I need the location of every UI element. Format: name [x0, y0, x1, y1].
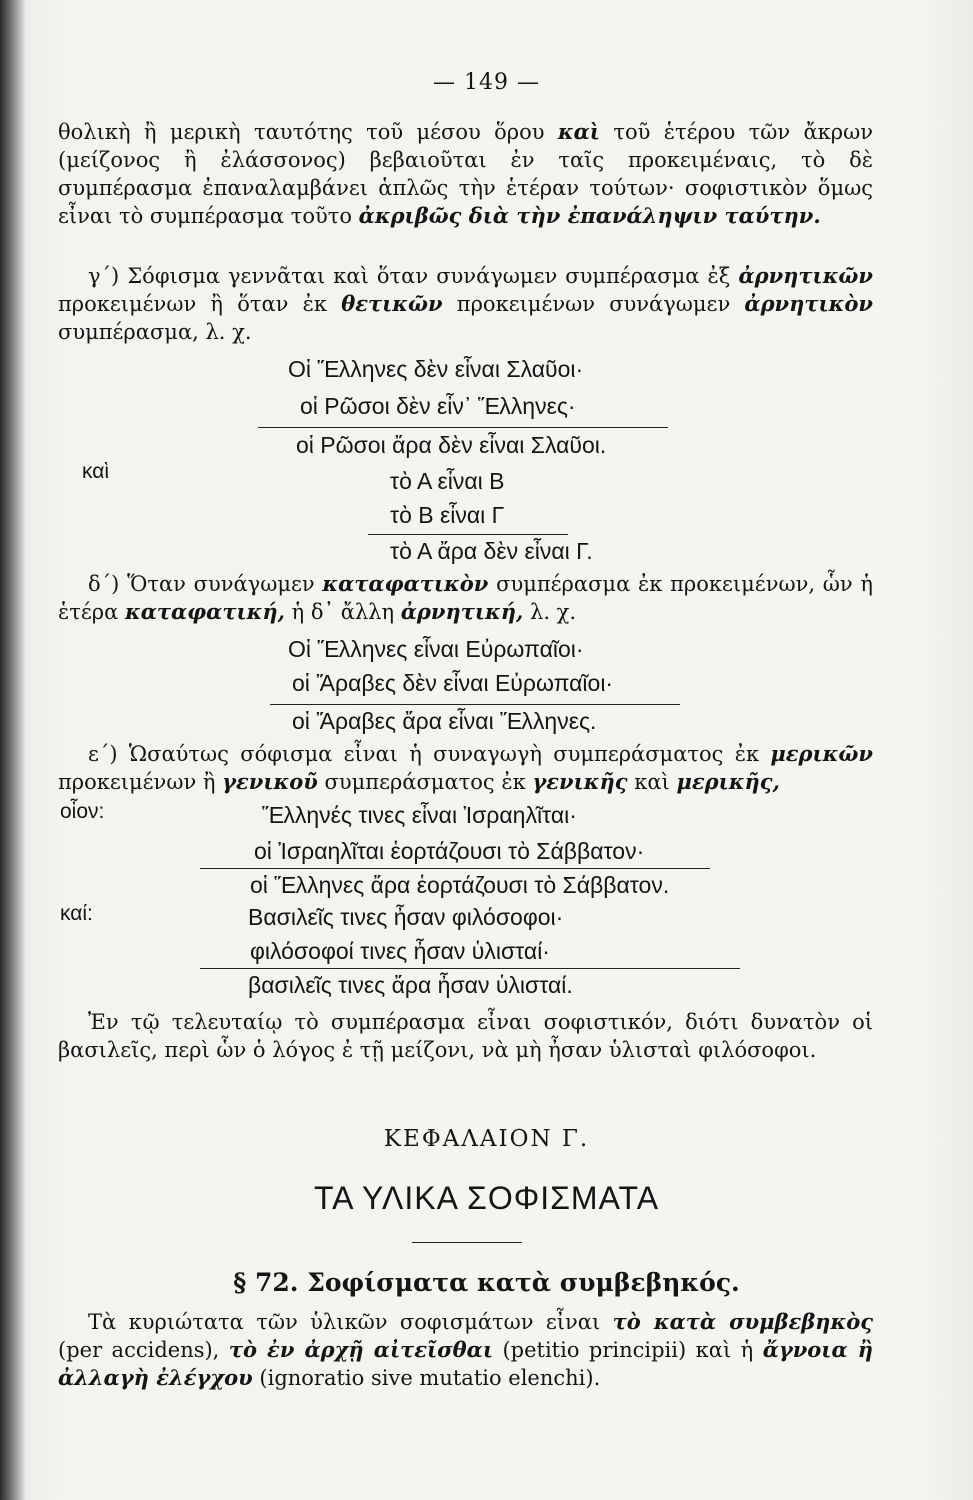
emphasis: ἄγνοια ἢ ἀλλαγὴ ἐλέγχου: [58, 1337, 873, 1390]
emphasis: γενικοῦ: [222, 769, 318, 794]
kai-label: καὶ: [82, 460, 110, 483]
emphasis: μερικῆς,: [676, 769, 780, 794]
emphasis: ἀρνητικῶν: [738, 263, 873, 288]
emphasis: τὸ κατὰ συμβεβηκὸς: [612, 1309, 873, 1334]
text: θολικὴ ἢ μερικὴ ταυτότης τοῦ μέσου ὅρου: [58, 120, 558, 144]
text: συμπέρασμα, λ. χ.: [58, 320, 252, 344]
text: λ. χ.: [523, 600, 577, 624]
text: (per accidens),: [58, 1338, 229, 1362]
paragraph-gamma: [58, 262, 873, 346]
text: (ignoratio sive mutatio elenchi).: [252, 1366, 601, 1390]
emphasis: καὶ: [557, 119, 600, 144]
chapter-title: ΤΑ ΥΛΙΚΑ ΣΟΦΙΣΜΑΤΑ: [313, 1180, 660, 1216]
syllogism3-premise1: Οἱ Ἕλληνες εἶναι Εὐρωπαῖοι·: [288, 636, 584, 662]
text: συμπεράσματος ἐκ: [317, 770, 533, 794]
syllogism3-rule: [270, 704, 680, 705]
syllogism1-conclusion: οἱ Ρῶσοι ἄρα δὲν εἶναι Σλαῦοι.: [296, 432, 607, 458]
text: ε΄) Ὡσαύτως σόφισμα εἶναι ἡ συναγωγὴ συμπεράσματος ἐκ: [88, 742, 771, 766]
syllogism4-conclusion: οἱ Ἕλληνες ἄρα ἑορτάζουσι τὸ Σάββατον.: [250, 872, 670, 898]
syllogism5-premise2: φιλόσοφοί τινες ἦσαν ὑλισταί·: [250, 938, 550, 964]
kai-label-2: καί:: [60, 902, 93, 925]
syllogism2-premise1: τὸ Α εἶναι Β: [390, 468, 505, 494]
section-heading: § 72. Σοφίσματα κατὰ συμβεβηκός.: [233, 1268, 740, 1297]
syllogism1-premise1: Οἱ Ἕλληνες δὲν εἶναι Σλαῦοι·: [288, 356, 584, 382]
syllogism3-conclusion: οἱ Ἄραβες ἄρα εἶναι Ἕλληνες.: [292, 708, 597, 734]
text: (petitio principii) καὶ ἡ: [492, 1338, 763, 1362]
syllogism2-premise2: τὸ Β εἶναι Γ: [390, 502, 505, 528]
emphasis: ἀρνητικὸν: [744, 291, 873, 316]
emphasis: μερικῶν: [770, 741, 873, 766]
emphasis: ἀρνητική,: [400, 599, 524, 624]
text: προκειμένων συνάγωμεν: [442, 292, 745, 316]
syllogism4-premise2: οἱ Ἰσραηλῖται ἑορτάζουσι τὸ Σάββατον·: [254, 838, 645, 864]
paragraph-delta: [58, 570, 873, 626]
text: προκειμένων ἢ: [58, 770, 223, 794]
text: συμπέρασμα ἐκ προκειμένων, ὧν ἡ ἑτέρα: [58, 572, 873, 624]
text: δ΄) Ὅταν συνάγωμεν: [88, 572, 323, 596]
emphasis: καταφατική,: [124, 599, 285, 624]
syllogism1-premise2: οἱ Ρῶσοι δὲν εἶν᾽ Ἕλληνες·: [300, 393, 576, 419]
text: Ἐν τῷ τελευταίῳ τὸ συμπέρασμα εἶναι σοφιστικόν, διότι δυνατὸν οἱ βασιλεῖς, περὶ ὧν ὁ λόγος ἐ τῇ μείζονι, νὰ μὴ ἦσαν ὑλισταὶ φιλόσοφοι.: [58, 1010, 873, 1062]
chapter-label: ΚΕΦΑΛΑΙΟΝ Γ.: [383, 1126, 590, 1152]
syllogism3-premise2: οἱ Ἄραβες δὲν εἶναι Εὐρωπαῖοι·: [292, 670, 614, 696]
chapter-divider: [412, 1242, 522, 1243]
oion-label: οἷον:: [60, 800, 105, 823]
syllogism1-rule: [258, 427, 668, 428]
emphasis: γενικῆς: [532, 769, 628, 794]
paragraph-72: [58, 1308, 873, 1392]
syllogism5-premise1: Βασιλεῖς τινες ἦσαν φιλόσοφοι·: [248, 904, 564, 930]
emphasis: ἀκριβῶς διὰ τὴν ἐπανάληψιν ταύτην.: [358, 203, 821, 228]
text: γ΄) Σόφισμα γεννᾶται καὶ ὅταν συνάγωμεν συμπέρασμα ἐξ: [88, 264, 739, 288]
emphasis: τὸ ἐν ἀρχῇ αἰτεῖσθαι: [228, 1337, 493, 1362]
syllogism4-rule: [200, 868, 710, 869]
paragraph-epsilon: [58, 740, 873, 796]
text: καὶ: [627, 770, 677, 794]
paragraph-continuation: [58, 118, 873, 230]
emphasis: θετικῶν: [341, 291, 443, 316]
text: τοῦ ἑτέρου τῶν ἄκρων (μείζονος ἢ ἐλάσσονος) βεβαιοῦται ἐν ταῖς προκειμέναις, τὸ δὲ συμπέρασμα ἐπαναλαμβάνει ἁπλῶς τὴν ἑτέραν τούτων· σοφιστικὸν ὅμως εἶναι τὸ συμπέρασμα τοῦτο: [58, 120, 873, 228]
emphasis: καταφατικὸν: [322, 571, 489, 596]
page-number: — 149 —: [433, 70, 540, 95]
syllogism2-conclusion: τὸ Α ἄρα δὲν εἶναι Γ.: [390, 538, 593, 564]
syllogism2-rule: [368, 534, 568, 535]
paragraph-last: [58, 1008, 873, 1064]
syllogism4-premise1: Ἕλληνές τινες εἶναι Ἰσραηλῖται·: [262, 802, 577, 828]
syllogism5-conclusion: βασιλεῖς τινες ἄρα ἦσαν ὑλισταί.: [248, 972, 573, 998]
syllogism5-rule: [200, 968, 740, 969]
text: προκειμένων ἢ ὅταν ἐκ: [58, 292, 342, 316]
text: ἡ δ᾽ ἄλλη: [284, 600, 401, 624]
text: Τὰ κυριώτατα τῶν ὑλικῶν σοφισμάτων εἶναι: [88, 1310, 613, 1334]
